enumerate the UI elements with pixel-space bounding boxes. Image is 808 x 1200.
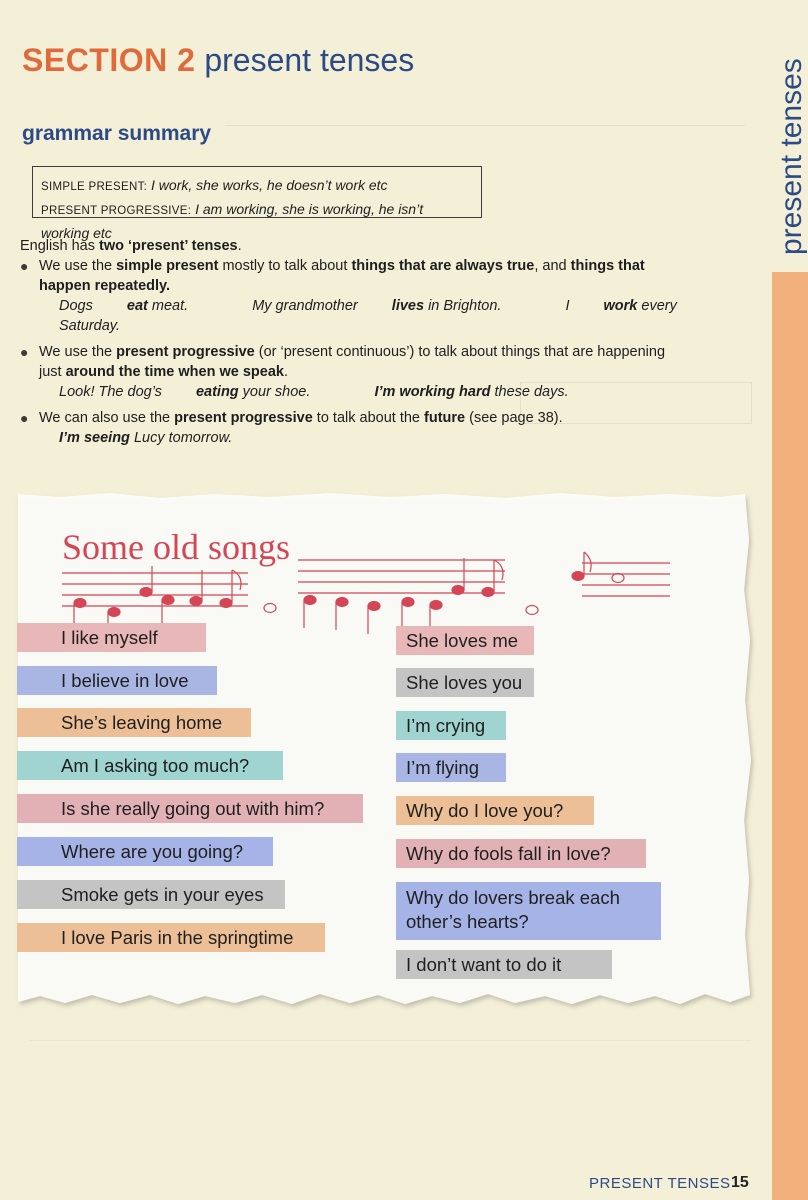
examples-future: I’m seeing Lucy tomorrow.: [59, 430, 233, 446]
song-label: I like myself: [17, 623, 206, 652]
intro-line: English has two ‘present’ tenses.: [20, 238, 242, 254]
song-label: Smoke gets in your eyes: [17, 880, 285, 909]
summary-label: SIMPLE PRESENT:: [41, 181, 148, 193]
section-number: SECTION 2: [22, 42, 196, 78]
bullet-simple-present: ● We use the simple present mostly to talk about things that are always true, and things that happen repeatedly.: [20, 258, 645, 294]
song-label: Why do lovers break each other’s hearts?: [396, 882, 661, 940]
bullet-icon: ●: [20, 344, 29, 360]
examples-simple-present: Dogs eat meat. My grandmother lives in Brighton. I work every Saturday.: [59, 298, 677, 334]
song-label: Why do fools fall in love?: [396, 839, 646, 868]
songs-title: Some old songs: [62, 527, 291, 567]
song-label: Why do I love you?: [396, 796, 594, 825]
song-label: I don’t want to do it: [396, 950, 612, 979]
bullet-icon: ●: [20, 410, 29, 426]
song-label: I’m crying: [396, 711, 506, 740]
section-topic: present tenses: [204, 42, 415, 78]
summary-example: I am working, she is working, he isn’t working etc: [41, 201, 424, 241]
bullet-icon: ●: [20, 258, 29, 274]
song-label: She’s leaving home: [17, 708, 251, 737]
song-label: Am I asking too much?: [17, 751, 283, 780]
song-label: Where are you going?: [17, 837, 273, 866]
summary-label: PRESENT PROGRESSIVE:: [41, 205, 192, 217]
song-label: I believe in love: [17, 666, 217, 695]
grammar-summary-heading: grammar summary: [22, 122, 212, 145]
song-label: I’m flying: [396, 753, 506, 782]
summary-example: I work, she works, he doesn’t work etc: [151, 177, 388, 193]
footer-section-label: PRESENT TENSES: [589, 1175, 731, 1192]
page-number: 15: [731, 1174, 749, 1191]
song-label: She loves you: [396, 668, 534, 697]
song-label: I love Paris in the springtime: [17, 923, 325, 952]
song-label: She loves me: [396, 626, 534, 655]
side-tab-label: present tenses: [775, 58, 808, 255]
examples-present-progressive: Look! The dog’s eating your shoe. I’m working hard these days.: [59, 384, 569, 400]
bullet-future-use: ● We can also use the present progressive to talk about the future (see page 38).: [20, 410, 563, 426]
show-through-rule: [30, 1040, 750, 1042]
bullet-present-progressive: ● We use the present progressive (or ‘present continuous’) to talk about things that are happening just around the time when we speak.: [20, 344, 666, 380]
song-label: Is she really going out with him?: [17, 794, 363, 823]
